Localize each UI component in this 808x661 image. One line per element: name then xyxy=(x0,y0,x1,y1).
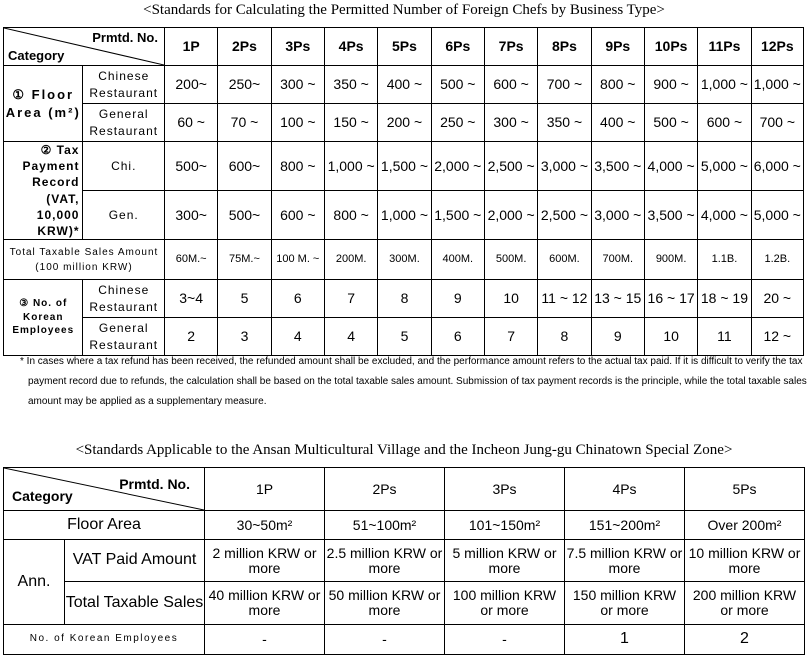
table-cell: 2 million KRW or more xyxy=(205,540,325,582)
table-cell: 10 xyxy=(644,318,697,356)
table-cell: 5 xyxy=(378,318,431,356)
table-cell: - xyxy=(205,625,325,655)
table-cell: Over 200m² xyxy=(685,511,805,540)
table-cell: 1.1B. xyxy=(698,240,751,280)
table2-title: <Standards Applicable to the Ansan Multicultural Village and the Incheon Jung-gu Chinatown Special Zone> xyxy=(75,442,733,458)
total-sales-label: Total Taxable Sales xyxy=(65,582,205,625)
table-cell: 350 ~ xyxy=(324,66,377,104)
table-cell: 2,000 ~ xyxy=(484,191,537,240)
table-cell: 100 ~ xyxy=(271,104,324,142)
table-cell: 60M.~ xyxy=(164,240,217,280)
table-cell: 3,000 ~ xyxy=(591,191,644,240)
table-cell: 20 ~ xyxy=(751,280,803,318)
table-cell: 900M. xyxy=(644,240,697,280)
table-cell: 100 million KRW or more xyxy=(445,582,565,625)
korean-employees-label: ③ No. of Korean Employees xyxy=(4,280,83,356)
sub-label: General Restaurant xyxy=(83,104,165,142)
table-cell: 600M. xyxy=(538,240,591,280)
corner-category-label: Category xyxy=(12,488,73,505)
header-cell: 11Ps xyxy=(698,28,751,66)
header-cell: 10Ps xyxy=(644,28,697,66)
table-cell: 11 xyxy=(698,318,751,356)
header-cell: 1P xyxy=(205,468,325,511)
header-cell: 4Ps xyxy=(324,28,377,66)
table-cell: 600~ xyxy=(218,142,271,191)
table-cell: 250~ xyxy=(218,66,271,104)
sub-label: Chi. xyxy=(83,142,165,191)
table-cell: 400M. xyxy=(431,240,484,280)
table-cell: 8 xyxy=(538,318,591,356)
table-cell: 151~200m² xyxy=(565,511,685,540)
sub-label: General Restaurant xyxy=(83,318,165,356)
table-cell: 2.5 million KRW or more xyxy=(325,540,445,582)
header-cell: 12Ps xyxy=(751,28,803,66)
table-cell: 2 xyxy=(685,625,805,655)
table-cell: 8 xyxy=(378,280,431,318)
table-cell: 5 million KRW or more xyxy=(445,540,565,582)
table-cell: 75M.~ xyxy=(218,240,271,280)
table-cell: 700 ~ xyxy=(751,104,803,142)
table-cell: 1,000 ~ xyxy=(378,191,431,240)
table-cell: 3,500 ~ xyxy=(591,142,644,191)
table-cell: 5,000 ~ xyxy=(698,142,751,191)
table-cell: 2,000 ~ xyxy=(431,142,484,191)
table-cell: 500~ xyxy=(218,191,271,240)
header-cell: 2Ps xyxy=(218,28,271,66)
annual-label: Ann. xyxy=(4,540,65,625)
table-cell: 200~ xyxy=(164,66,217,104)
table2-corner xyxy=(4,468,205,511)
header-cell: 5Ps xyxy=(685,468,805,511)
table-cell: 500 ~ xyxy=(644,104,697,142)
korean-employees-label: No. of Korean Employees xyxy=(4,625,205,655)
table-cell: 150 million KRW or more xyxy=(565,582,685,625)
table-cell: 1 xyxy=(565,625,685,655)
header-cell: 9Ps xyxy=(591,28,644,66)
tax-payment-label: ② Tax Payment Record (VAT, 10,000 KRW)* xyxy=(4,142,83,240)
header-cell: 4Ps xyxy=(565,468,685,511)
table-cell: 3,000 ~ xyxy=(538,142,591,191)
table-cell: 2,500 ~ xyxy=(484,142,537,191)
table-cell: 16 ~ 17 xyxy=(644,280,697,318)
table-cell: 400 ~ xyxy=(378,66,431,104)
table-cell: 900 ~ xyxy=(644,66,697,104)
table-cell: 4,000 ~ xyxy=(644,142,697,191)
table-cell: 9 xyxy=(591,318,644,356)
table-cell: 700 ~ xyxy=(538,66,591,104)
header-cell: 1P xyxy=(164,28,217,66)
table-cell: 3~4 xyxy=(164,280,217,318)
table-cell: 1.2B. xyxy=(751,240,803,280)
table-cell: 4 xyxy=(324,318,377,356)
table-cell: 350 ~ xyxy=(538,104,591,142)
table-cell: 51~100m² xyxy=(325,511,445,540)
table-cell: - xyxy=(325,625,445,655)
table-cell: 400 ~ xyxy=(591,104,644,142)
table-cell: 18 ~ 19 xyxy=(698,280,751,318)
table-cell: 800 ~ xyxy=(271,142,324,191)
header-cell: 5Ps xyxy=(378,28,431,66)
table-cell: 50 million KRW or more xyxy=(325,582,445,625)
table-cell: 5 xyxy=(218,280,271,318)
header-cell: 2Ps xyxy=(325,468,445,511)
table-cell: 7.5 million KRW or more xyxy=(565,540,685,582)
table-cell: 60 ~ xyxy=(164,104,217,142)
table-cell: 3,500 ~ xyxy=(644,191,697,240)
special-zone-table xyxy=(3,467,805,655)
table-cell: 700M. xyxy=(591,240,644,280)
table-cell: 200M. xyxy=(324,240,377,280)
vat-paid-label: VAT Paid Amount xyxy=(65,540,205,582)
table-cell: 1,500 ~ xyxy=(378,142,431,191)
table-cell: 6 xyxy=(271,280,324,318)
table-cell: 1,500 ~ xyxy=(431,191,484,240)
table-cell: 200 ~ xyxy=(378,104,431,142)
corner-permitted-label: Prmtd. No. xyxy=(119,476,190,492)
sub-label: Gen. xyxy=(83,191,165,240)
table-cell: 300~ xyxy=(164,191,217,240)
table-cell: 2 xyxy=(164,318,217,356)
table-cell: 6 xyxy=(431,318,484,356)
table-cell: 250 ~ xyxy=(431,104,484,142)
table-cell: 4,000 ~ xyxy=(698,191,751,240)
table-cell: 500 ~ xyxy=(431,66,484,104)
corner-category-label: Category xyxy=(8,48,65,64)
table-cell: 7 xyxy=(324,280,377,318)
table-cell: 101~150m² xyxy=(445,511,565,540)
table-cell: 13 ~ 15 xyxy=(591,280,644,318)
table-cell: 300 ~ xyxy=(484,104,537,142)
table-cell: 12 ~ xyxy=(751,318,803,356)
table-cell: 40 million KRW or more xyxy=(205,582,325,625)
header-cell: 3Ps xyxy=(271,28,324,66)
table-cell: 2,500 ~ xyxy=(538,191,591,240)
table-cell: 9 xyxy=(431,280,484,318)
table-cell: 7 xyxy=(484,318,537,356)
table-cell: 1,000 ~ xyxy=(751,66,803,104)
header-cell: 8Ps xyxy=(538,28,591,66)
table-cell: 10 million KRW or more xyxy=(685,540,805,582)
table-cell: 5,000 ~ xyxy=(751,191,803,240)
total-sales-label: Total Taxable Sales Amount (100 million KRW) xyxy=(4,240,165,280)
table1-title: <Standards for Calculating the Permitted Number of Foreign Chefs by Business Type> xyxy=(143,2,665,18)
table-cell: 70 ~ xyxy=(218,104,271,142)
table-cell: 4 xyxy=(271,318,324,356)
corner-permitted-label: Prmtd. No. xyxy=(92,30,158,45)
foreign-chefs-table xyxy=(3,27,804,356)
table1-corner xyxy=(4,28,165,66)
table-cell: 150 ~ xyxy=(324,104,377,142)
table-cell: 10 xyxy=(484,280,537,318)
header-cell: 7Ps xyxy=(484,28,537,66)
table-cell: 600 ~ xyxy=(698,104,751,142)
header-cell: 6Ps xyxy=(431,28,484,66)
header-cell: 3Ps xyxy=(445,468,565,511)
table-cell: 100 M. ~ xyxy=(271,240,324,280)
table-cell: 200 million KRW or more xyxy=(685,582,805,625)
table-cell: 300M. xyxy=(378,240,431,280)
table-cell: 600 ~ xyxy=(484,66,537,104)
table-cell: 1,000 ~ xyxy=(324,142,377,191)
table-cell: 500~ xyxy=(164,142,217,191)
footnote: * In cases where a tax refund has been received, the refunded amount shall be excluded, and the performance amount refers to the actual tax paid. If it is difficult to verify the tax payment record due to refunds, the calculation shall be based on the total taxable sales amount. Submission of tax payment records is the principle, while the total taxable sales amount may be applied as a supplementary measure. xyxy=(20,356,807,407)
table-cell: - xyxy=(445,625,565,655)
table-cell: 800 ~ xyxy=(591,66,644,104)
table-cell: 800 ~ xyxy=(324,191,377,240)
table-cell: 500M. xyxy=(484,240,537,280)
table-cell: 6,000 ~ xyxy=(751,142,803,191)
table-cell: 1,000 ~ xyxy=(698,66,751,104)
table-cell: 11 ~ 12 xyxy=(538,280,591,318)
table-cell: 30~50m² xyxy=(205,511,325,540)
table-cell: 600 ~ xyxy=(271,191,324,240)
floor-area-label: ① Floor Area (m²) xyxy=(4,66,83,142)
sub-label: Chinese Restaurant xyxy=(83,280,165,318)
sub-label: Chinese Restaurant xyxy=(83,66,165,104)
table-cell: 300 ~ xyxy=(271,66,324,104)
floor-area-label: Floor Area xyxy=(4,511,205,540)
table-cell: 3 xyxy=(218,318,271,356)
